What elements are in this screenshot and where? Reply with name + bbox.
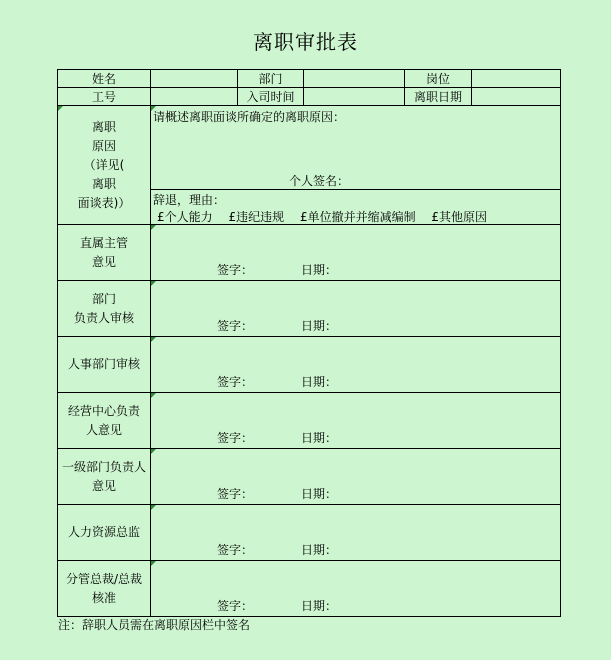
- approval-label-line: 部门: [91, 291, 116, 306]
- comment-marker-icon: [58, 106, 63, 111]
- approval-content-cell[interactable]: [151, 225, 561, 281]
- approval-content-cell[interactable]: [151, 337, 561, 393]
- approval-label-cell: [58, 225, 151, 281]
- dismiss-options: [157, 208, 499, 225]
- approval-label-line: 人事部门审核: [67, 357, 140, 371]
- join-date-label: 入司时间: [238, 88, 304, 106]
- sign-label: 签字：: [217, 431, 254, 445]
- approval-content-cell[interactable]: [151, 561, 561, 617]
- approval-label-line: 负责人审核: [73, 310, 134, 325]
- approval-content-cell[interactable]: [151, 393, 561, 449]
- leave-date-label: 离职日期: [405, 88, 472, 106]
- row-approval-supervisor: [58, 225, 561, 281]
- approval-content-cell[interactable]: [151, 281, 561, 337]
- approval-label-cell: [58, 281, 151, 337]
- job-value-cell[interactable]: [151, 88, 238, 106]
- approval-label-line: 分管总裁/总裁: [65, 571, 143, 586]
- reason-content-cell[interactable]: [151, 106, 561, 225]
- join-date-value-cell[interactable]: [304, 88, 405, 106]
- job-label: 工号: [58, 88, 151, 106]
- approval-label-cell: [58, 505, 151, 561]
- comment-marker-icon: [151, 449, 156, 454]
- position-value-cell[interactable]: [472, 70, 561, 88]
- comment-marker-icon: [151, 337, 156, 342]
- option-personal-ability[interactable]: £个人能力: [157, 210, 213, 224]
- date-label: 日期：: [301, 263, 338, 277]
- comment-marker-icon: [151, 281, 156, 286]
- dept-value-cell[interactable]: [304, 70, 405, 88]
- approval-label-line: 一级部门负责人: [61, 459, 146, 474]
- approval-content-cell[interactable]: [151, 449, 561, 505]
- leave-date-value-cell[interactable]: [472, 88, 561, 106]
- option-unit-merger[interactable]: £单位撤并并缩减编制: [299, 210, 416, 224]
- row-approval-ops-center: [58, 393, 561, 449]
- sign-label: 签字：: [217, 263, 254, 277]
- position-label: 岗位: [405, 70, 472, 88]
- approval-label-line: 核准: [91, 590, 116, 605]
- resignation-form-table: [57, 69, 561, 617]
- approval-label-line: 人力资源总监: [67, 525, 140, 539]
- reason-label-line: 离职: [91, 176, 116, 191]
- approval-label-cell: [58, 561, 151, 617]
- option-discipline-violation[interactable]: £违纪违规: [228, 210, 285, 224]
- date-label: 日期：: [301, 487, 338, 501]
- row-job: [58, 88, 561, 106]
- dept-label: 部门: [238, 70, 304, 88]
- comment-marker-icon: [151, 561, 156, 566]
- row-approval-first-level: [58, 449, 561, 505]
- approval-label-line: 直属主管: [79, 235, 128, 250]
- row-reason: [58, 106, 561, 225]
- row-approval-president: [58, 561, 561, 617]
- footer-note: 注：辞职人员需在离职原因栏中签名: [58, 618, 251, 632]
- form-title: 离职审批表: [253, 30, 358, 54]
- row-name: [58, 70, 561, 88]
- reason-label-line: 原因: [91, 138, 116, 153]
- approval-label-line: 人意见: [85, 422, 122, 437]
- approval-label-cell: [58, 449, 151, 505]
- date-label: 日期：: [301, 599, 338, 613]
- approval-label-line: 意见: [91, 254, 116, 269]
- comment-marker-icon: [151, 393, 156, 398]
- reason-label-cell: [58, 106, 151, 225]
- approval-content-cell[interactable]: [151, 505, 561, 561]
- approval-label-line: 经营中心负责: [67, 403, 140, 418]
- row-approval-hr: [58, 337, 561, 393]
- row-approval-hr-director: [58, 505, 561, 561]
- sign-label: 签字：: [217, 375, 254, 389]
- comment-marker-icon: [151, 225, 156, 230]
- reason-label-line: 面谈表)）: [77, 195, 131, 210]
- comment-marker-icon: [151, 505, 156, 510]
- option-other-reason[interactable]: £其他原因: [431, 210, 488, 224]
- date-label: 日期：: [301, 319, 338, 333]
- sign-label: 签字：: [217, 319, 254, 333]
- date-label: 日期：: [301, 431, 338, 445]
- date-label: 日期：: [301, 375, 338, 389]
- date-label: 日期：: [301, 543, 338, 557]
- reason-prompt: 请概述离职面谈所确定的离职原因：: [153, 110, 346, 124]
- approval-label-cell: [58, 337, 151, 393]
- name-label: 姓名: [58, 70, 151, 88]
- sign-label: 签字：: [217, 599, 254, 613]
- dismiss-label: 辞退，理由：: [153, 193, 226, 207]
- personal-sign-label: 个人签名：: [289, 174, 350, 188]
- sign-label: 签字：: [217, 543, 254, 557]
- approval-label-cell: [58, 393, 151, 449]
- sign-label: 签字：: [217, 487, 254, 501]
- reason-label-line: 离职: [91, 119, 116, 134]
- row-approval-dept-head: [58, 281, 561, 337]
- approval-label-line: 意见: [91, 478, 116, 493]
- reason-label-line: （详见(: [83, 157, 125, 172]
- name-value-cell[interactable]: [151, 70, 238, 88]
